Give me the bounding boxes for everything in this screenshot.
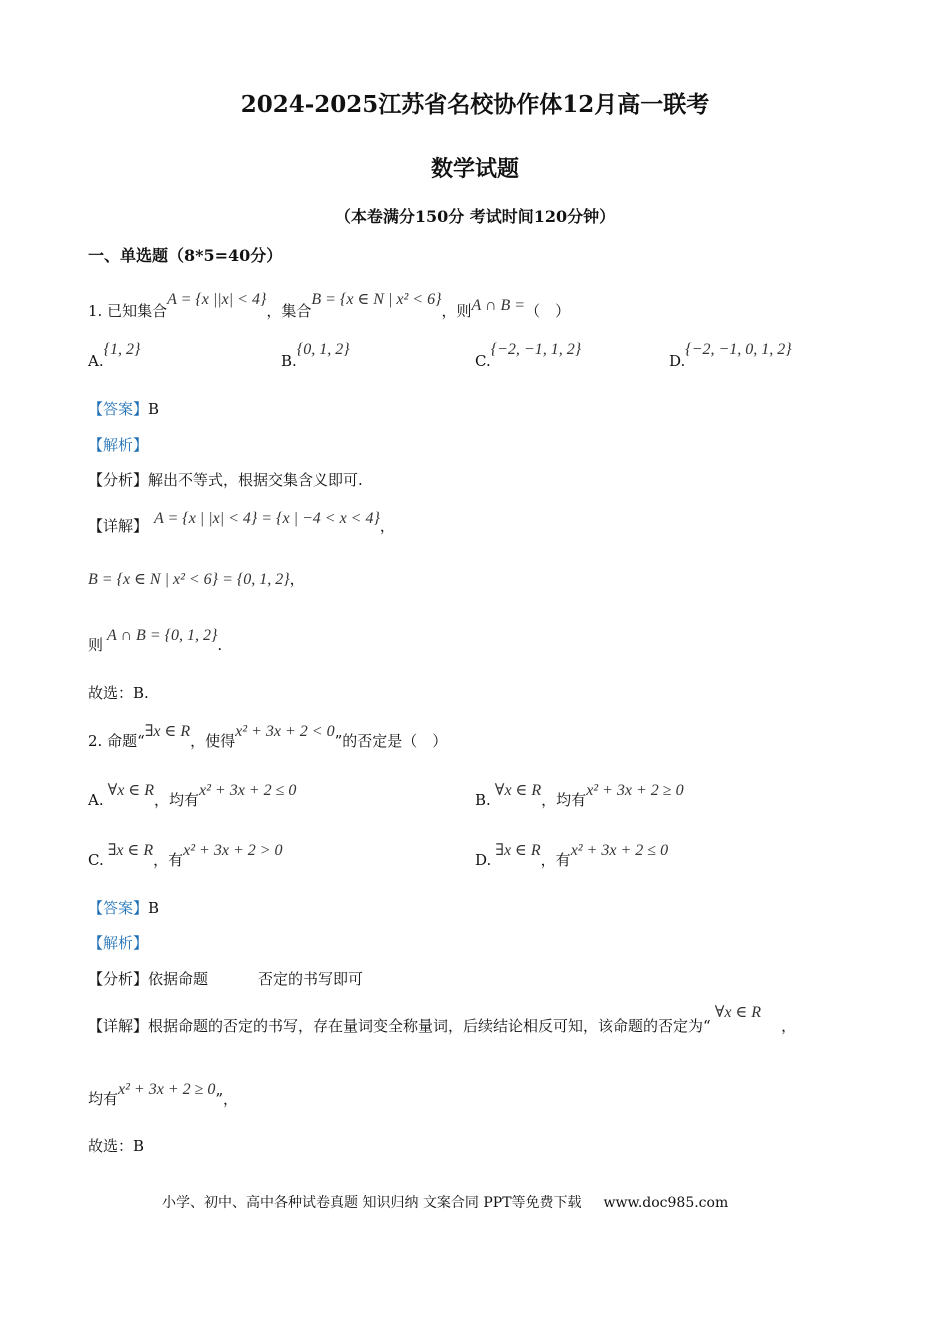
option-label: C. [88, 851, 104, 869]
option-mid: ，均有 [153, 791, 199, 809]
detail-tail: ， [289, 570, 305, 588]
q2-answer [88, 897, 159, 918]
q1-set-b: B = {x ∈ N | x² < 6} [311, 291, 442, 308]
detail-tail: ”， [215, 1090, 239, 1108]
option-mid: ，有 [153, 851, 184, 869]
option-ineq: x² + 3x + 2 ≤ 0 [570, 842, 669, 859]
footer-url[interactable]: www.doc985.com [603, 1195, 729, 1211]
q1-analysis-tag: 【解析】 [88, 436, 149, 454]
q1-detail-2 [88, 568, 305, 589]
q2-cond: ∃x ∈ R [144, 723, 191, 740]
fenxi-part: 否定的书写即可 [258, 970, 364, 988]
option-label: C. [475, 352, 491, 370]
detail-tail: ， [379, 517, 395, 535]
detail-tail: ， [781, 1017, 797, 1035]
q2-detail-1 [88, 1004, 797, 1036]
q1-stem [88, 291, 571, 321]
option-label: D. [475, 851, 492, 869]
answer-tag: 【答案】 [88, 400, 149, 418]
fenxi-part: 【分析】依据命题 [88, 970, 209, 988]
exam-title: 2024-2025江苏省名校协作体12月高一联考 [240, 91, 710, 118]
q2-analysis-tag: 【解析】 [88, 934, 149, 952]
option-label: B. [475, 791, 491, 809]
q2-fenxi [88, 968, 363, 989]
detail-math: ∀x ∈ R [714, 1004, 762, 1021]
q1-tail: ，则 [441, 302, 472, 320]
q1-option-c [475, 341, 582, 371]
q2-mid: ，使得 [190, 732, 236, 750]
q1-option-b [281, 341, 350, 371]
q1-set-a: A = {x ||x| < 4} [167, 291, 267, 308]
q1-choose: 故选：B. [88, 684, 149, 702]
section-heading: 一、单选题（8*5=40分） [88, 246, 283, 265]
option-value: {−2, −1, 1, 2} [490, 341, 582, 358]
option-label: A. [88, 352, 104, 370]
detail-prefix: 均有 [88, 1090, 119, 1108]
detail-tag: 【详解】 [88, 517, 149, 535]
option-ineq: x² + 3x + 2 ≥ 0 [586, 782, 684, 799]
option-quantifier: ∃x ∈ R [107, 842, 154, 859]
q2-tail: ”的否定是（ ） [334, 732, 448, 750]
detail-math: A = {x | |x| < 4} = {x | −4 < x < 4} [154, 510, 380, 527]
q1-fenxi: 【分析】解出不等式，根据交集含义即可. [88, 471, 363, 489]
detail-math: x² + 3x + 2 ≥ 0 [118, 1081, 216, 1098]
q1-option-a [88, 341, 141, 371]
option-quantifier: ∀x ∈ R [494, 782, 542, 799]
q1-paren: （ ） [525, 302, 571, 320]
option-value: {1, 2} [103, 341, 141, 358]
exam-subtitle: 数学试题 [430, 156, 519, 182]
q2-option-b [475, 782, 684, 810]
q2-option-a [88, 782, 297, 810]
detail-text: 【详解】根据命题的否定的书写，存在量词变全称量词，后续结论相反可知，该命题的否定为“ [88, 1017, 711, 1035]
option-label: A. [88, 791, 104, 809]
q1-detail-1 [88, 510, 395, 536]
option-ineq: x² + 3x + 2 ≤ 0 [199, 782, 297, 799]
exam-info: （本卷满分150分 考试时间120分钟） [334, 207, 616, 226]
answer-value: B [148, 899, 160, 917]
detail-math: A ∩ B = {0, 1, 2} [107, 627, 218, 644]
q2-detail-2 [88, 1081, 239, 1109]
option-quantifier: ∀x ∈ R [107, 782, 154, 799]
detail-prefix: 则 [88, 636, 104, 654]
detail-math: B = {x ∈ N | x² < 6} = {0, 1, 2} [88, 571, 290, 588]
q1-mid: ，集合 [266, 302, 312, 320]
q2-option-c [88, 842, 283, 870]
option-value: {−2, −1, 0, 1, 2} [685, 341, 792, 358]
footer-text: 小学、初中、高中各种试卷真题 知识归纳 文案合同 PPT等免费下载 [162, 1195, 582, 1211]
answer-tag: 【答案】 [88, 899, 149, 917]
detail-tail: . [217, 636, 223, 654]
q1-option-d [669, 341, 792, 371]
option-quantifier: ∃x ∈ R [495, 842, 541, 859]
q2-number: 2. 命题“ [88, 732, 145, 750]
q1-answer [88, 398, 159, 419]
option-mid: ，有 [540, 851, 571, 869]
option-label: D. [669, 352, 686, 370]
q2-option-d [475, 842, 669, 870]
answer-value: B [148, 400, 160, 418]
q1-expr: A ∩ B = [471, 297, 526, 314]
option-mid: ，均有 [541, 791, 587, 809]
q2-ineq: x² + 3x + 2 < 0 [235, 723, 335, 740]
option-ineq: x² + 3x + 2 > 0 [183, 842, 283, 859]
q1-detail-3 [88, 627, 223, 655]
q2-choose: 故选：B [88, 1137, 145, 1155]
option-label: B. [281, 352, 297, 370]
q2-stem [88, 723, 448, 751]
footer [162, 1192, 728, 1212]
option-value: {0, 1, 2} [296, 341, 350, 358]
q1-number: 1. 已知集合 [88, 302, 168, 320]
